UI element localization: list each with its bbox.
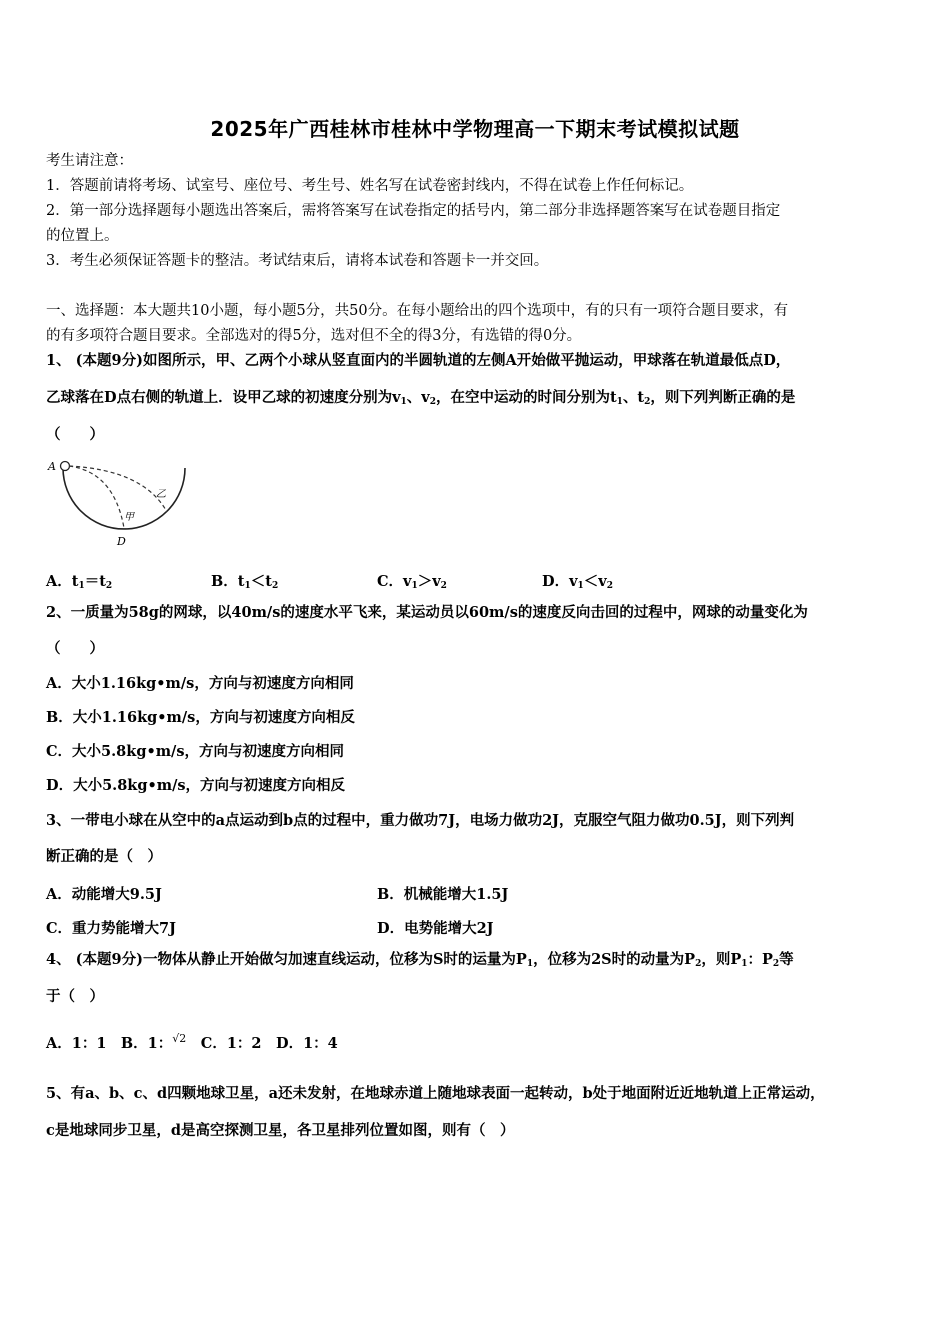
q2-line1: 2、一质量为58g的网球，以40m/s的速度水平飞来，某运动员以60m/s的速度反向击回的过程中，网球的动量变化为: [46, 604, 808, 621]
label-A: A: [48, 460, 56, 473]
section-header-line1: 一、选择题：本大题共10小题，每小题5分，共50分。在每小题给出的四个选项中，有的只有一项符合题目要求，有: [46, 303, 789, 319]
ball-A: [61, 462, 70, 471]
q3-option-C: C．重力势能增大7J: [46, 920, 176, 937]
q2-option-B: B．大小1.16kg•m/s，方向与初速度方向相反: [46, 709, 355, 726]
q1-option-C: C．$v_1>v_2$: [377, 573, 447, 591]
q3-option-A: A．动能增大9.5J: [46, 886, 162, 903]
page-title: 2025年广西桂林市桂林中学物理高一下期末考试模拟试题: [210, 117, 740, 141]
q3-option-B: B．机械能增大1.5J: [377, 886, 509, 903]
label-jia: 甲: [124, 512, 134, 523]
q1-line2: 乙球落在D点右侧的轨道上．设甲乙球的初速度分别为$v_1$、$v_2$，在空中运动的时间分别为$t_1$、$t_2$，则下列判断正确的是: [46, 389, 796, 407]
q4-options: A．1：1 B．1：$^{√2}$ C．1：2 D．1：4: [46, 1032, 338, 1052]
q1-option-A: A．$t_1=t_2$: [46, 573, 113, 591]
q4-line1: 4、 (本题9分)一物体从静止开始做匀加速直线运动，位移为S时的运量为$P_1$，位移为2S时的动量为$P_2$，则$P_1$：$P_2$等: [46, 951, 794, 969]
q2-option-D: D．大小5.8kg•m/s，方向与初速度方向相反: [46, 777, 346, 794]
q3-line1: 3、一带电小球在从空中的a点运动到b点的过程中，重力做功7J，电场力做功2J，克服空气阻力做功0.5J，则下列判: [46, 812, 795, 829]
q1-line1: 1、 (本题9分)如图所示，甲、乙两个小球从竖直面内的半圆轨道的左侧A开始做平抛运动，甲球落在轨道最低点D，: [46, 352, 791, 369]
label-D: D: [117, 535, 126, 548]
trajectory-jia: [69, 466, 124, 528]
q5-line1: 5、有a、b、c、d四颗地球卫星，a还未发射，在地球赤道上随地球表面一起转动，b处于地面附近近地轨道上正常运动，: [46, 1085, 825, 1102]
sqrt2-symbol: √2: [172, 1032, 187, 1045]
q1-answer-bracket: （ ）: [46, 426, 104, 443]
q4-line2: 于（ ）: [46, 988, 104, 1005]
section-header-line2: 的有多项符合题目要求。全部选对的得5分，选对但不全的得3分，有选错的得0分。: [46, 328, 582, 344]
q1-figure: [44, 456, 189, 550]
q5-line2: c是地球同步卫星，d是高空探测卫星，各卫星排列位置如图，则有（ ）: [46, 1122, 515, 1139]
q2-option-A: A．大小1.16kg•m/s，方向与初速度方向相同: [46, 675, 354, 692]
notice-item-2-cont: 的位置上。: [46, 228, 119, 244]
q3-line2: 断正确的是（ ）: [46, 848, 162, 865]
q2-option-C: C．大小5.8kg•m/s，方向与初速度方向相同: [46, 743, 345, 760]
notice-item-2: 2．第一部分选择题每小题选出答案后，需将答案写在试卷指定的括号内，第二部分非选择题答案写在试卷题目指定: [46, 203, 781, 219]
label-yi: 乙: [156, 489, 166, 500]
q1-option-D: D．$v_1<v_2$: [542, 573, 613, 591]
notice-item-3: 3．考生必须保证答题卡的整洁。考试结束后，请将本试卷和答题卡一并交回。: [46, 253, 549, 269]
q1-option-B: B．$t_1<t_2$: [211, 573, 279, 591]
notice-item-1: 1．答题前请将考场、试室号、座位号、考生号、姓名写在试卷密封线内，不得在试卷上作任何标记。: [46, 178, 694, 194]
q2-answer-bracket: （ ）: [46, 640, 104, 657]
notice-heading: 考生请注意：: [46, 153, 133, 169]
q3-option-D: D．电势能增大2J: [377, 920, 494, 937]
